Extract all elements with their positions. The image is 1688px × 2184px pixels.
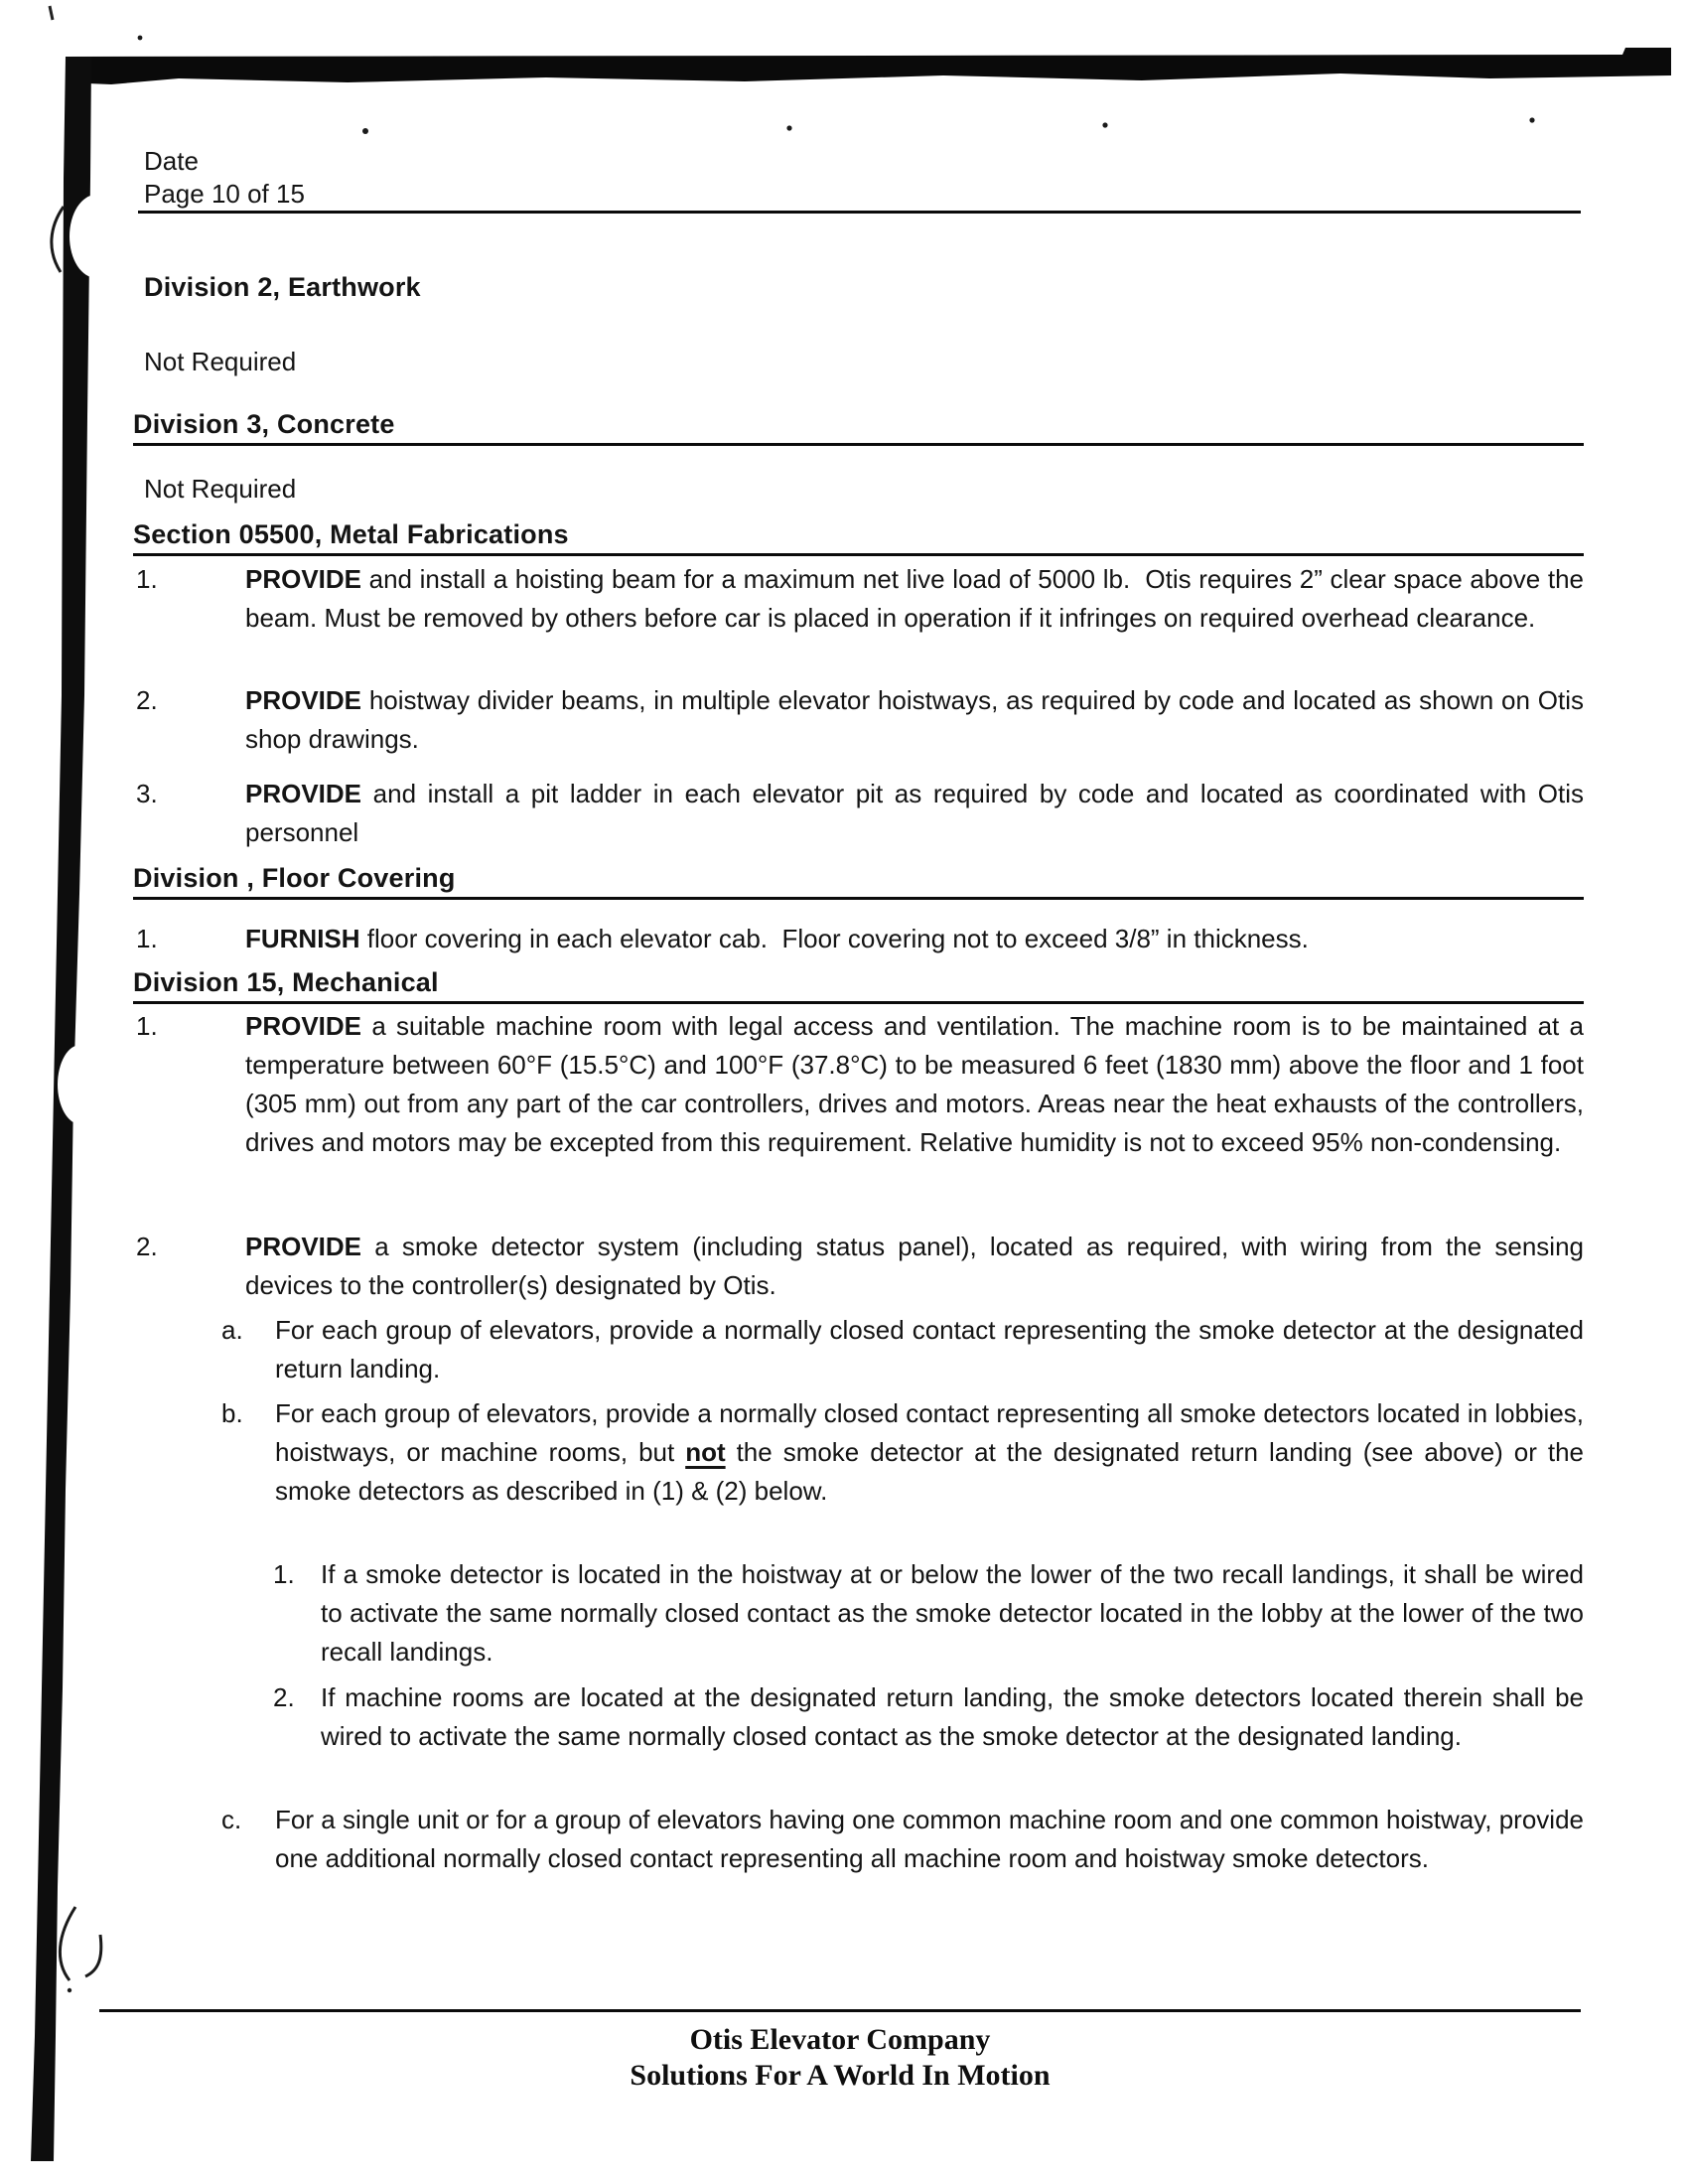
sub-sub-item-text: If a smoke detector is located in the hoistway at or below the lower of the two recall landings, it shall be wired to activate the same normally closed contact as the smoke detector located in the lobby at the lower of the two recall landings. [321, 1559, 1584, 1667]
list-item [136, 1228, 1584, 1305]
item-number: 1. [136, 924, 158, 953]
item-text [245, 681, 1584, 759]
sub-list-item [221, 1394, 1584, 1511]
sub-sub-list-item [273, 1555, 1584, 1672]
sub-sub-item-number: 2. [273, 1682, 295, 1712]
item-text [245, 1228, 1584, 1305]
sub-item-letter: a. [221, 1315, 243, 1345]
item-lead-word: PROVIDE [245, 564, 362, 594]
item-body-text: a suitable machine room with legal access and ventilation. The machine room is to be maintained at a temperature between 60°F (15.5°C) and 100°F (37.8°C) to be measured 6 feet (1830 mm) above the floor and 1 foot (305 mm) out from any part of the car controllers, drives and motors. Areas near the heat exhausts of the controllers, drives and motors may be excepted from this requirement. Relative humidity is not to exceed 95% non-condensing. [245, 1011, 1584, 1157]
item-number: 1. [136, 564, 158, 594]
sub-sub-item-number: 1. [273, 1559, 295, 1589]
item-number: 2. [136, 1232, 158, 1261]
footer-tagline: Solutions For A World In Motion [630, 2059, 1051, 2092]
heading-division-15: Division 15, Mechanical [133, 967, 1584, 1004]
page-number: Page 10 of 15 [144, 179, 305, 209]
list-item [136, 681, 1584, 759]
item-lead-word: FURNISH [245, 924, 360, 953]
item-number: 2. [136, 685, 158, 715]
item-body-text: floor covering in each elevator cab. Floor covering not to exceed 3/8” in thickness. [366, 924, 1309, 953]
footer-company-name: Otis Elevator Company [689, 2023, 991, 2056]
sub-sub-list-item [273, 1678, 1584, 1756]
division-2-body: Not Required [144, 347, 297, 376]
sub-sub-item-text: If machine rooms are located at the designated return landing, the smoke detectors located therein shall be wired to activate the same normally closed contact as the smoke detector at the designated landing. [321, 1682, 1584, 1751]
item-body-text: a smoke detector system (including status panel), located as required, with wiring from the sensing devices to the controller(s) designated by Otis. [245, 1232, 1584, 1300]
item-lead-word: PROVIDE [245, 1011, 362, 1041]
item-text [245, 920, 1584, 958]
sub-item-text-before: For each group of elevators, provide a normally closed contact representing all smoke detectors located in lobbies, hoistways, or machine rooms, but [275, 1398, 1584, 1467]
division-3-body: Not Required [144, 474, 297, 504]
date-label: Date [144, 146, 199, 176]
sub-item-text-after: the smoke detector at the designated return landing (see above) or the smoke detectors as described in (1) & (2) below. [275, 1437, 1585, 1506]
header-rule [138, 211, 1581, 214]
sub-item-text: For each group of elevators, provide a normally closed contact representing the smoke detector at the designated return landing. [275, 1315, 1584, 1383]
heading-division-2: Division 2, Earthwork [144, 272, 421, 302]
sub-item-text [275, 1394, 1584, 1511]
heading-division-3: Division 3, Concrete [133, 409, 1584, 446]
item-body-text: and install a hoisting beam for a maximum net live load of 5000 lb. Otis requires 2” clear space above the beam. Must be removed by others before car is placed in operation if it infringes on required overhead clearance. [245, 564, 1584, 633]
item-number: 1. [136, 1011, 158, 1041]
sub-item-text: For a single unit or for a group of elevators having one common machine room and one common hoistway, provide one additional normally closed contact representing all machine room and hoistway smoke detectors. [275, 1805, 1584, 1873]
sub-item-letter: b. [221, 1398, 243, 1428]
footer-rule [99, 2009, 1581, 2012]
heading-section-05500: Section 05500, Metal Fabrications [133, 519, 1584, 556]
item-body-text: and install a pit ladder in each elevator pit as required by code and located as coordinated with Otis personnel [245, 779, 1584, 847]
item-lead-word: PROVIDE [245, 779, 362, 808]
list-item [136, 920, 1584, 958]
sub-list-item [221, 1801, 1584, 1878]
list-item [136, 775, 1584, 852]
item-lead-word: PROVIDE [245, 685, 362, 715]
item-number: 3. [136, 779, 158, 808]
item-text [245, 775, 1584, 852]
item-body-text: hoistway divider beams, in multiple elevator hoistways, as required by code and located as shown on Otis shop drawings. [245, 685, 1584, 754]
item-text [245, 560, 1584, 638]
list-item [136, 560, 1584, 638]
sub-list-item [221, 1311, 1584, 1388]
item-lead-word: PROVIDE [245, 1232, 362, 1261]
list-item [136, 1007, 1584, 1162]
sub-item-letter: c. [221, 1805, 242, 1834]
item-text [245, 1007, 1584, 1162]
heading-division-floor-covering: Division , Floor Covering [133, 863, 1584, 900]
emphasized-word: not [685, 1437, 726, 1467]
